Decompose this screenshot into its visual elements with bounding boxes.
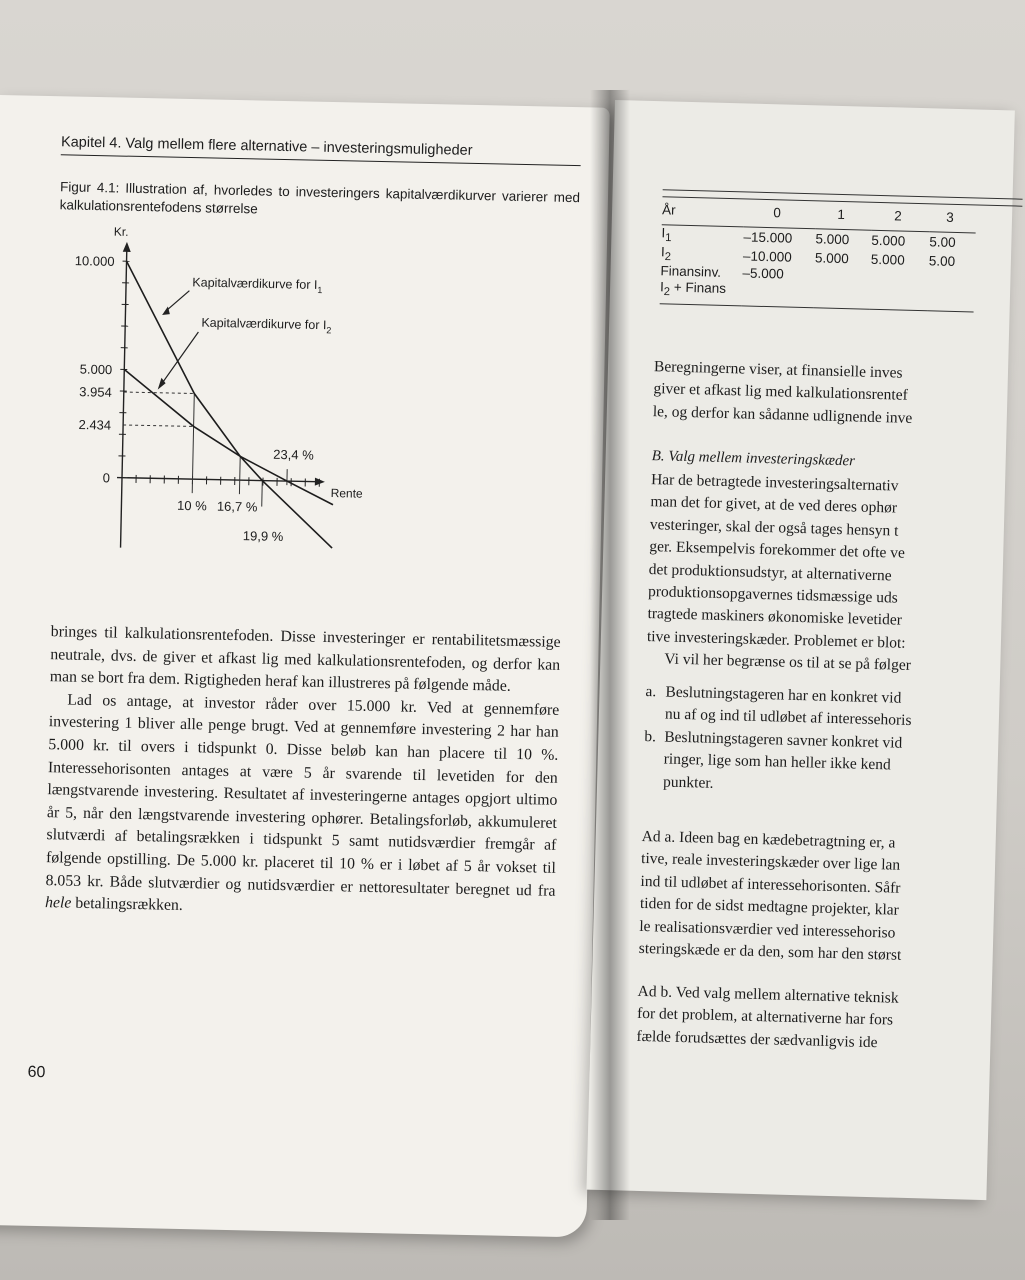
table-cell: –5.000 bbox=[742, 265, 784, 282]
y-axis bbox=[121, 244, 127, 548]
right-paragraph-ada bbox=[638, 826, 1001, 970]
text-line: tragtede maskiners økonomiske levetider bbox=[647, 605, 903, 630]
y-tick-label: 10.000 bbox=[74, 253, 115, 269]
text-line: fælde forudsættes der sædvanligvis ide bbox=[636, 1027, 878, 1052]
y-tick-label: 5.000 bbox=[79, 361, 113, 378]
row-label-main: I bbox=[659, 279, 665, 295]
text-line: tive investeringskæder. Problemet er blot: bbox=[646, 627, 906, 652]
text-line: tiden for de sidst medtagne projekter, klar bbox=[639, 895, 900, 919]
table-cell: 5.000 bbox=[815, 231, 850, 248]
x-axis-label: Rente bbox=[330, 486, 363, 501]
paragraph-2-text: Lad os antage, at investor råder over 15.000 kr. Ved at gennemføre investering 1 bliver alle penge brugt. Ved at gennemføre investering 2 har han 5.000 kr. til overs i tidspunkt 0. Disse beløb kan han placere til 10 %. Interessehorisonten antages at være 5 år svarende til levetiden for den længstvarende investering. Resultatet af investeringerne antages opgjort ultimo år 5, når den længstvarende investering ophører. Betalingsforløb, akkumuleret slutværdi af betalingsrækken i tidspunkt 5 samt nutidsværdier fremgår af følgende opstilling. De 5.000 kr. placeret til 10 % er i løbet af 5 år vokset til 8.053 kr. Både slutværdier og nutidsværdier er nettoresultater beregnet ud fra bbox=[45, 691, 560, 900]
header-cell: 2 bbox=[894, 208, 903, 224]
header-cell: 3 bbox=[946, 209, 954, 225]
text-line: vesteringer, skal der også tages hensyn t bbox=[649, 515, 899, 540]
text-line: Beslutningstageren har en konkret vid bbox=[665, 683, 902, 707]
figure-caption: Figur 4.1: Illustration af, hvorledes to investeringers kapitalværdikurver varierer med kalkulationsrentefodens størrelse bbox=[59, 179, 581, 217]
annotation-label: 23,4 % bbox=[273, 446, 314, 463]
guide-line-16-7 bbox=[239, 456, 240, 494]
text-line: det produktionsudstyr, at alternativerne bbox=[648, 560, 892, 585]
row-label bbox=[661, 244, 743, 265]
series-label-i2: Kapitalværdikurve for $I_2$ bbox=[201, 315, 332, 336]
text-line: steringskæde er da den, som har den størst bbox=[638, 939, 902, 964]
text-line: for det problem, at alternativerne har fors bbox=[636, 1005, 894, 1029]
y-axis-arrow bbox=[123, 242, 131, 252]
text-line: Ad a. Ideen bag en kædebetragtning er, a bbox=[641, 827, 896, 852]
guide-line-10 bbox=[192, 394, 194, 494]
left-page bbox=[0, 95, 610, 1238]
book-gutter-shadow bbox=[590, 90, 630, 1220]
list-marker: a. bbox=[645, 683, 657, 701]
guide-line-19-9 bbox=[262, 481, 263, 507]
table-cell: –15.000 bbox=[743, 229, 793, 246]
paragraph-1: bringes til kalkulationsrentefoden. Disse investeringer er rentabilitetsmæssige neutrale, dvs. de giver et afkast lig med kalkulationsrentefoden, og derfor kan man se bort fra dem. Rigtigheden heraf kan illustreres på følgende måde. bbox=[49, 623, 561, 696]
payment-table bbox=[660, 189, 1023, 313]
text-line: tive, reale investeringskæder over lige lan bbox=[640, 850, 901, 875]
x-tick-label: 19,9 % bbox=[242, 528, 284, 545]
x-tick-label: 16,7 % bbox=[216, 498, 258, 515]
section-heading: B. Valg mellem investeringskæder bbox=[651, 448, 856, 470]
left-body-text bbox=[45, 621, 561, 925]
right-list bbox=[643, 681, 1006, 802]
row-label: Finansinv. bbox=[660, 263, 722, 281]
figure-4-1-chart bbox=[45, 224, 572, 607]
text-line: ringer, lige som han heller ikke kend bbox=[663, 750, 891, 774]
text-line: Beslutningstageren savner konkret vid bbox=[664, 728, 903, 752]
running-head: Kapitel 4. Valg mellem flere alternative – investeringsmuligheder bbox=[61, 134, 581, 166]
y-tick-label: 3.954 bbox=[79, 384, 112, 400]
table-cell: 5.000 bbox=[871, 232, 906, 249]
row-label-main: I bbox=[661, 225, 666, 241]
right-page bbox=[586, 100, 1014, 1200]
series-label-sub: 1 bbox=[317, 285, 323, 296]
table-body bbox=[660, 201, 977, 312]
header-cell: 0 bbox=[773, 205, 782, 221]
table-cell: 5.00 bbox=[929, 234, 956, 250]
row-label-sub: 1 bbox=[665, 232, 672, 245]
right-paragraph-adb bbox=[636, 981, 998, 1058]
table-cell: –10.000 bbox=[742, 247, 792, 265]
series-1-arrowhead bbox=[162, 306, 170, 315]
series-1-pointer bbox=[165, 290, 189, 312]
y-tick-label: 2.434 bbox=[78, 417, 112, 433]
paragraph-2-end: betalingsrækken. bbox=[71, 894, 183, 915]
paragraph-2-italic: hele bbox=[44, 894, 72, 912]
row-label-tail: + Finans bbox=[669, 279, 727, 297]
row-label-main: I bbox=[660, 243, 666, 260]
text-line: man det for givet, at de ved deres ophør bbox=[650, 493, 898, 517]
text-line: ger. Eksempelvis forekommer det ofte ve bbox=[649, 538, 906, 562]
text-line: nu af og ind til udløbet af interessehoris bbox=[664, 705, 912, 730]
right-paragraph-2 bbox=[646, 469, 1011, 680]
guide-line-3954 bbox=[124, 392, 194, 393]
page-number: 60 bbox=[27, 1063, 46, 1082]
row-label-sub: 2 bbox=[663, 286, 671, 299]
x-tick-label: 10 % bbox=[176, 497, 207, 514]
text-line: ind til udløbet af interessehorisonten. Såfr bbox=[640, 872, 901, 897]
header-cell: 1 bbox=[837, 206, 846, 223]
text-line: Har de betragtede investeringsalternativ bbox=[650, 471, 899, 495]
text-line: giver et afkast lig med kalkulationsrentef bbox=[653, 380, 908, 405]
series-line-2 bbox=[122, 369, 336, 504]
paragraph-2 bbox=[45, 689, 560, 926]
guide-line-2434 bbox=[123, 425, 193, 426]
text-line: le, og derfor kan sådanne udlignende inve bbox=[652, 402, 913, 427]
row-label-sub: 2 bbox=[664, 250, 672, 263]
text-line: le realisationsværdier ved interessehoriso bbox=[639, 917, 896, 942]
table-cell: 5.00 bbox=[928, 252, 956, 269]
list-marker: b. bbox=[644, 727, 657, 746]
text-line: Ad b. Ved valg mellem alternative teknisk bbox=[637, 982, 899, 1007]
row-label bbox=[661, 225, 743, 246]
right-paragraph-1 bbox=[653, 356, 1015, 433]
text-line: punkter. bbox=[662, 773, 714, 792]
series-label-sub: 2 bbox=[326, 325, 332, 336]
text-line: Vi vil her begrænse os til at se på følger bbox=[664, 650, 912, 675]
y-tick-label: 0 bbox=[102, 470, 111, 486]
text-line: Beregningerne viser, at finansielle inves bbox=[653, 358, 903, 382]
series-label-i1: Kapitalværdikurve for $I_1$ bbox=[192, 275, 323, 296]
y-axis-label: Kr. bbox=[113, 224, 129, 239]
row-label bbox=[660, 280, 742, 301]
text-line: produktionsopgavernes tidsmæssige uds bbox=[647, 583, 898, 607]
header-cell: År bbox=[661, 202, 676, 218]
table-cell: 5.000 bbox=[814, 249, 849, 266]
x-axis bbox=[117, 478, 323, 482]
table-cell: 5.000 bbox=[870, 251, 905, 268]
